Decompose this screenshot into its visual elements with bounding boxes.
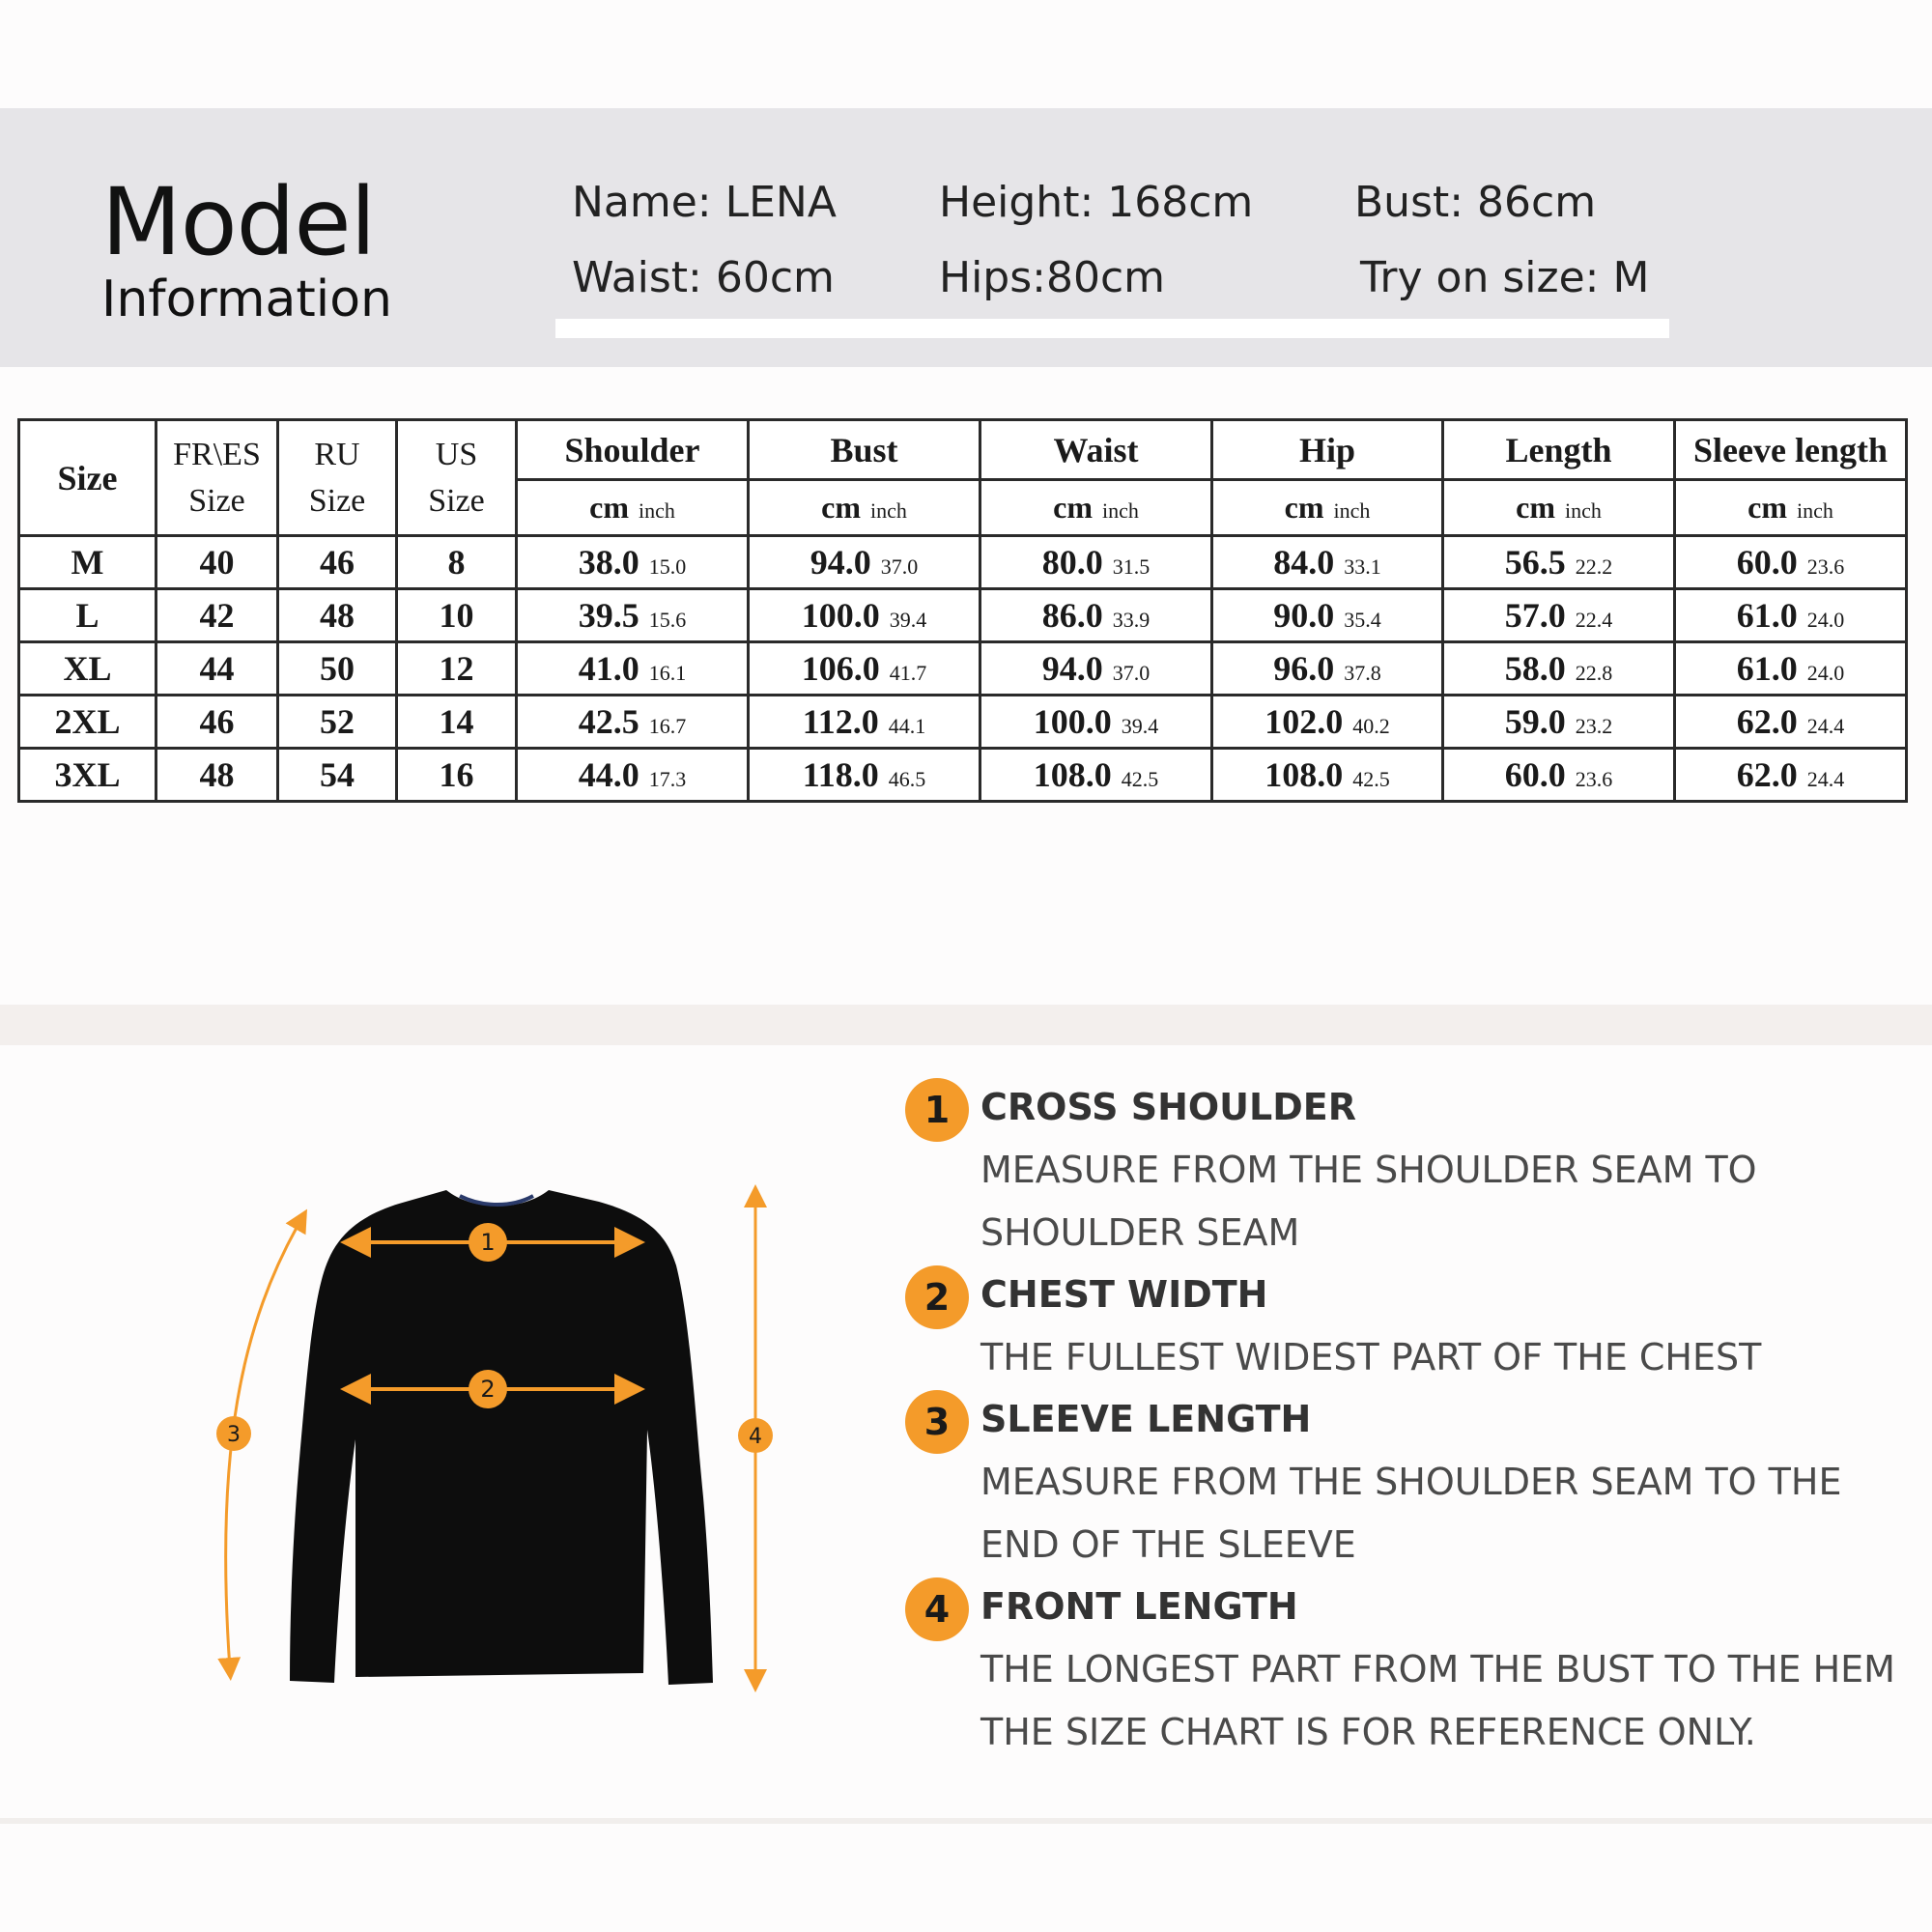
model-name: Name: LENA [572, 178, 837, 227]
instruction-2-line1: THE FULLEST WIDEST PART OF THE CHEST [980, 1336, 1762, 1378]
size-cell: M [19, 536, 156, 589]
measure-cell [1212, 536, 1443, 589]
size-cell: 2XL [19, 696, 156, 749]
model-info-band [0, 108, 1932, 367]
fr-es-cell: 40 [156, 536, 278, 589]
header-length: Length [1443, 420, 1675, 480]
measure-cell [980, 749, 1212, 802]
marker-3-label: 3 [227, 1423, 241, 1447]
measure-cm: 56.5 [1504, 543, 1566, 582]
ru-cell: 50 [278, 642, 397, 696]
measure-cell [749, 536, 980, 589]
header-fr-es [156, 420, 278, 536]
measure-inch: 39.4 [1121, 714, 1159, 738]
measure-cm: 102.0 [1264, 702, 1344, 741]
table-body [19, 536, 1907, 802]
measure-inch: 24.0 [1806, 661, 1845, 685]
bottom-divider [0, 1818, 1932, 1824]
measure-cm: 108.0 [1033, 755, 1112, 794]
unit-header [749, 480, 980, 536]
measure-cell [1212, 696, 1443, 749]
measure-cell [1675, 749, 1907, 802]
measure-cm: 94.0 [810, 543, 871, 582]
measure-inch: 42.5 [1121, 767, 1159, 791]
measure-cm: 39.5 [578, 596, 639, 635]
us-cell: 10 [397, 589, 517, 642]
measure-inch: 31.5 [1112, 554, 1151, 579]
size-cell: 3XL [19, 749, 156, 802]
measure-cell [1212, 589, 1443, 642]
instruction-4-title: FRONT LENGTH [980, 1585, 1298, 1628]
table-row [19, 642, 1907, 696]
us-cell: 8 [397, 536, 517, 589]
size-cell: XL [19, 642, 156, 696]
measure-inch: 33.1 [1344, 554, 1381, 579]
measure-cell [1212, 642, 1443, 696]
header-shoulder: Shoulder [517, 420, 749, 480]
unit-inch: inch [1101, 498, 1139, 523]
instruction-4-badge: 4 [905, 1577, 969, 1641]
measure-cell [1675, 642, 1907, 696]
model-height: Height: 168cm [939, 178, 1254, 227]
header-hip: Hip [1212, 420, 1443, 480]
instruction-3-title: SLEEVE LENGTH [980, 1398, 1312, 1440]
measure-cell [749, 696, 980, 749]
header-us-line2: Size [428, 482, 485, 519]
measure-cm: 80.0 [1041, 543, 1103, 582]
measure-cell [980, 696, 1212, 749]
measure-inch: 40.2 [1352, 714, 1390, 738]
measure-cell [1675, 696, 1907, 749]
instruction-3-line2: END OF THE SLEEVE [980, 1523, 1356, 1566]
measure-cm: 100.0 [1033, 702, 1112, 741]
instruction-1-title: CROSS SHOULDER [980, 1086, 1357, 1128]
us-cell: 12 [397, 642, 517, 696]
measure-inch: 35.4 [1344, 608, 1381, 632]
measure-inch: 16.1 [648, 661, 687, 685]
fr-es-cell: 46 [156, 696, 278, 749]
measure-inch: 22.4 [1575, 608, 1613, 632]
measure-cm: 57.0 [1504, 596, 1566, 635]
measure-cell [517, 642, 749, 696]
measure-cm: 59.0 [1504, 702, 1566, 741]
unit-inch: inch [638, 498, 675, 523]
measure-inch: 37.0 [880, 554, 919, 579]
measure-inch: 24.4 [1806, 714, 1845, 738]
measure-inch: 39.4 [889, 608, 927, 632]
measure-cell [1443, 536, 1675, 589]
measure-cm: 60.0 [1736, 543, 1798, 582]
marker-4-label: 4 [749, 1425, 762, 1449]
measure-cell [517, 536, 749, 589]
measure-inch: 46.5 [888, 767, 926, 791]
header-sleeve-length: Sleeve length [1675, 420, 1907, 480]
header-ru-line1: RU [314, 436, 360, 472]
unit-cm: cm [589, 490, 629, 525]
measure-cell [749, 749, 980, 802]
measure-inch: 24.0 [1806, 608, 1845, 632]
measure-inch: 15.6 [648, 608, 687, 632]
table-row [19, 589, 1907, 642]
measure-cell [517, 589, 749, 642]
ru-cell: 48 [278, 589, 397, 642]
table-row [19, 536, 1907, 589]
measure-inch: 44.1 [888, 714, 926, 738]
measure-inch: 22.8 [1575, 661, 1613, 685]
unit-cm: cm [821, 490, 861, 525]
ru-cell: 46 [278, 536, 397, 589]
measure-cm: 112.0 [802, 702, 879, 741]
measure-cell [749, 589, 980, 642]
table-header-row [19, 420, 1907, 480]
header-size: Size [19, 420, 156, 536]
sweater-diagram [193, 1179, 773, 1700]
sweater-svg [193, 1179, 773, 1700]
unit-header [1675, 480, 1907, 536]
header-bust: Bust [749, 420, 980, 480]
us-cell: 16 [397, 749, 517, 802]
measure-cm: 90.0 [1273, 596, 1335, 635]
measure-cell [749, 642, 980, 696]
measure-cm: 108.0 [1264, 755, 1344, 794]
model-bust: Bust: 86cm [1354, 178, 1597, 227]
measure-cm: 84.0 [1273, 543, 1335, 582]
measure-cm: 61.0 [1736, 596, 1798, 635]
measure-cm: 62.0 [1736, 702, 1798, 741]
instruction-4-line1: THE LONGEST PART FROM THE BUST TO THE HEM [980, 1648, 1895, 1690]
measure-cell [517, 696, 749, 749]
header-fr-es-line2: Size [188, 482, 245, 519]
header-ru-line2: Size [308, 482, 366, 519]
measure-cm: 100.0 [801, 596, 880, 635]
measure-inch: 17.3 [648, 767, 687, 791]
measure-cm: 96.0 [1273, 649, 1335, 688]
size-cell: L [19, 589, 156, 642]
measure-inch: 23.2 [1575, 714, 1613, 738]
us-cell: 14 [397, 696, 517, 749]
measure-inch: 37.0 [1112, 661, 1151, 685]
measure-cell [517, 749, 749, 802]
measure-inch: 23.6 [1575, 767, 1613, 791]
model-hips: Hips:80cm [939, 253, 1166, 302]
measure-cell [1443, 642, 1675, 696]
fr-es-cell: 44 [156, 642, 278, 696]
measure-cell [1443, 589, 1675, 642]
table-row [19, 696, 1907, 749]
header-us-line1: US [435, 436, 478, 472]
measure-cm: 60.0 [1504, 755, 1566, 794]
size-chart-table [17, 418, 1908, 803]
model-title-big: Model [101, 168, 376, 276]
header-us [397, 420, 517, 536]
model-info-heading [101, 168, 393, 328]
measure-cell [1675, 589, 1907, 642]
measure-inch: 23.6 [1806, 554, 1845, 579]
unit-inch: inch [1333, 498, 1371, 523]
ru-cell: 52 [278, 696, 397, 749]
unit-header [517, 480, 749, 536]
measure-inch: 24.4 [1806, 767, 1845, 791]
instruction-1-line1: MEASURE FROM THE SHOULDER SEAM TO [980, 1149, 1757, 1191]
unit-cm: cm [1516, 490, 1555, 525]
measure-cm: 118.0 [802, 755, 879, 794]
sweater-shape [290, 1190, 713, 1685]
unit-header [980, 480, 1212, 536]
measure-cm: 94.0 [1041, 649, 1103, 688]
model-waist: Waist: 60cm [572, 253, 835, 302]
model-title-small: Information [101, 270, 393, 328]
measure-inch: 41.7 [889, 661, 927, 685]
measure-inch: 16.7 [648, 714, 687, 738]
instruction-4-line2: THE SIZE CHART IS FOR REFERENCE ONLY. [980, 1711, 1756, 1753]
measure-inch: 22.2 [1575, 554, 1613, 579]
section-divider [0, 1005, 1932, 1045]
instruction-1-line2: SHOULDER SEAM [980, 1211, 1300, 1254]
instruction-1-badge: 1 [905, 1078, 969, 1142]
measure-cell [980, 589, 1212, 642]
measure-cm: 106.0 [801, 649, 880, 688]
measure-cell [980, 642, 1212, 696]
unit-cm: cm [1747, 490, 1787, 525]
measure-inch: 15.0 [648, 554, 687, 579]
measure-cm: 61.0 [1736, 649, 1798, 688]
measure-cell [1443, 749, 1675, 802]
unit-header [1212, 480, 1443, 536]
table-row [19, 749, 1907, 802]
measure-inch: 33.9 [1112, 608, 1151, 632]
unit-inch: inch [1796, 498, 1833, 523]
model-try-on-size: Try on size: M [1360, 253, 1650, 302]
header-fr-es-line1: FR\ES [173, 436, 261, 472]
marker-1-label: 1 [480, 1229, 496, 1256]
measure-cell [980, 536, 1212, 589]
model-underline [555, 319, 1669, 338]
measure-cm: 62.0 [1736, 755, 1798, 794]
measure-cm: 42.5 [578, 702, 639, 741]
measure-cm: 44.0 [578, 755, 639, 794]
measure-cm: 38.0 [578, 543, 639, 582]
instruction-2-title: CHEST WIDTH [980, 1273, 1268, 1316]
unit-inch: inch [1564, 498, 1602, 523]
unit-cm: cm [1053, 490, 1093, 525]
marker-2-label: 2 [480, 1376, 496, 1403]
fr-es-cell: 42 [156, 589, 278, 642]
measure-inch: 42.5 [1352, 767, 1390, 791]
measure-cm: 41.0 [578, 649, 639, 688]
instruction-3-badge: 3 [905, 1390, 969, 1454]
unit-inch: inch [869, 498, 907, 523]
measure-cm: 58.0 [1504, 649, 1566, 688]
unit-header [1443, 480, 1675, 536]
fr-es-cell: 48 [156, 749, 278, 802]
measure-cell [1212, 749, 1443, 802]
header-waist: Waist [980, 420, 1212, 480]
measure-inch: 37.8 [1344, 661, 1381, 685]
measure-cm: 86.0 [1041, 596, 1103, 635]
instruction-3-line1: MEASURE FROM THE SHOULDER SEAM TO THE [980, 1461, 1842, 1503]
measure-cell [1443, 696, 1675, 749]
header-ru [278, 420, 397, 536]
ru-cell: 54 [278, 749, 397, 802]
instruction-2-badge: 2 [905, 1265, 969, 1329]
measure-cell [1675, 536, 1907, 589]
unit-cm: cm [1284, 490, 1324, 525]
